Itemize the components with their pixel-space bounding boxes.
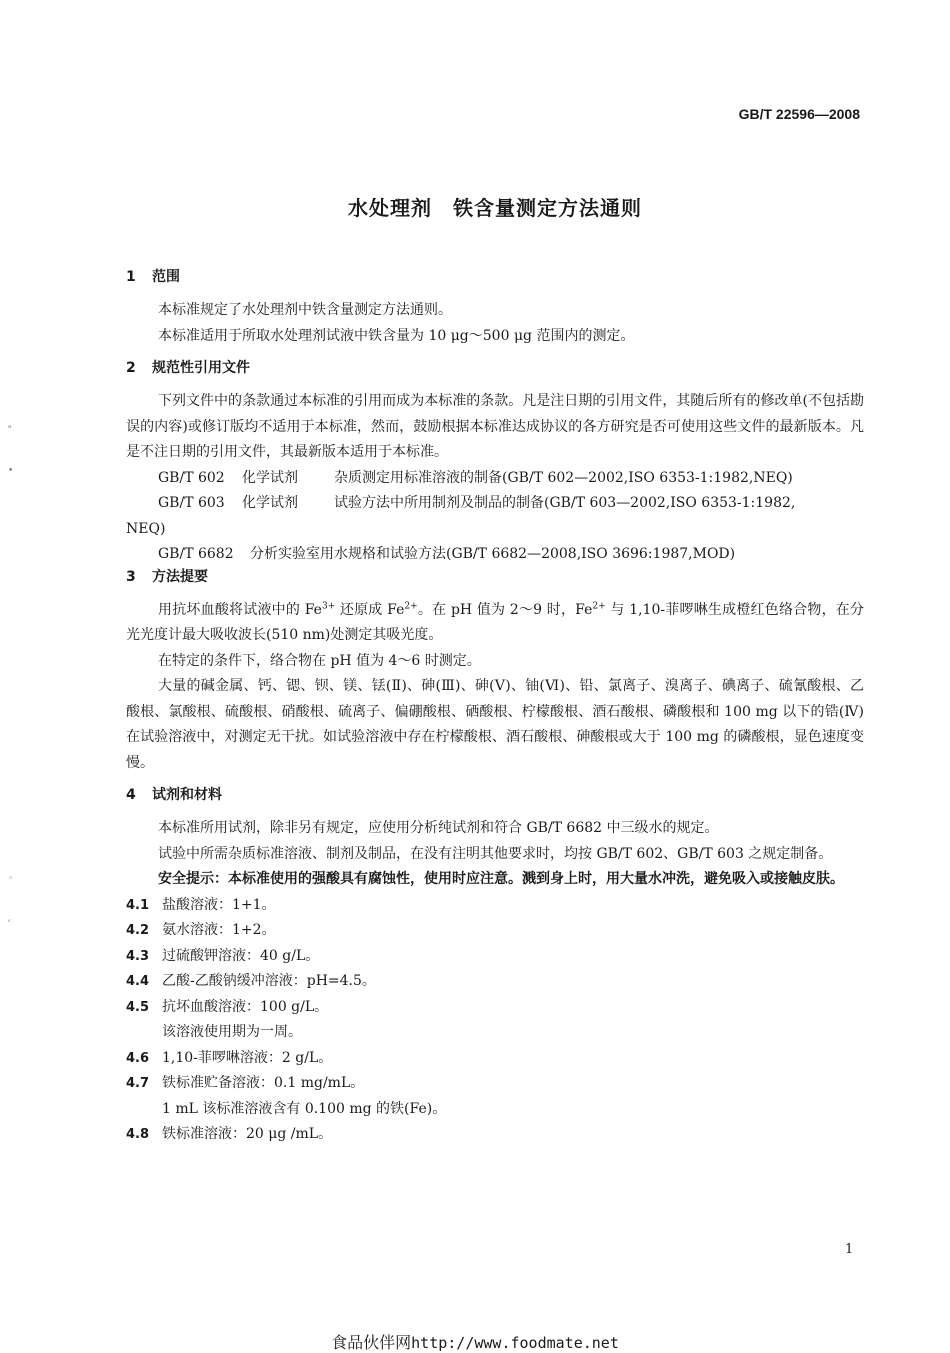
section-heading-4 xyxy=(126,786,864,804)
reference-continuation: NEQ) xyxy=(126,520,166,537)
item-text: 1,10-菲啰啉溶液：2 g/L。 xyxy=(162,1049,333,1066)
document-body xyxy=(126,268,864,1148)
reference-title: 分析实验室用水规格和试验方法(GB/T 6682—2008,ISO 3696:1987,MOD) xyxy=(250,546,736,562)
section-title: 规范性引用文件 xyxy=(152,360,250,376)
item-number: 4.6 xyxy=(126,1050,150,1066)
item-number: 4.5 xyxy=(126,999,150,1015)
item-text: 乙酸-乙酸钠缓冲溶液：pH=4.5。 xyxy=(162,973,376,989)
item-number: 4.4 xyxy=(126,974,150,989)
section-title: 范围 xyxy=(152,269,180,285)
scan-mark: ᶜ xyxy=(8,918,12,928)
reagent-item xyxy=(126,893,864,919)
section-title: 方法提要 xyxy=(152,568,208,585)
item-text: 过硫酸钾溶液：40 g/L。 xyxy=(162,947,320,964)
reference-code: GB/T 603 xyxy=(158,495,225,511)
reagent-item xyxy=(126,918,864,944)
paragraph: 用抗坏血酸将试液中的 $Fe^{3+}$ 还原成 $Fe^{2+}$。在 pH 值为 2～9 时，$Fe^{2+}$ 与 1,10-菲啰啉生成橙红色络合物，在分光光度计最大吸收波长(510 nm)处测定其吸光度。 xyxy=(126,600,864,643)
item-text: 铁标准贮备溶液：0.1 mg/mL。 xyxy=(162,1075,365,1091)
document-title: 水处理剂 铁含量测定方法通则 xyxy=(348,196,642,220)
scan-mark: ⁿ xyxy=(8,424,12,434)
item-number: 4.8 xyxy=(126,1127,150,1142)
section-number: 2 xyxy=(126,360,136,376)
paragraph: 试验中所需杂质标准溶液、制剂及制品，在没有注明其他要求时，均按 GB/T 602、GB/T 603 之规定制备。 xyxy=(158,845,833,862)
reagent-item xyxy=(126,1071,864,1097)
item-note: 该溶液使用期为一周。 xyxy=(162,1024,302,1040)
safety-warning: 安全提示：本标准使用的强酸具有腐蚀性，使用时应注意。溅到身上时，用大量水冲洗，避免吸入或接触皮肤。 xyxy=(158,871,844,887)
reference-title: 杂质测定用标准溶液的制备(GB/T 602—2002,ISO 6353-1:1982,NEQ) xyxy=(334,469,793,486)
item-number: 4.1 xyxy=(126,897,150,913)
normative-reference xyxy=(126,491,864,517)
footer-site: 食品伙伴网 xyxy=(331,1333,412,1352)
section-number: 4 xyxy=(126,787,136,803)
reagent-item xyxy=(126,969,864,995)
reference-category: 化学试剂 xyxy=(242,469,298,486)
reagent-item xyxy=(126,1046,864,1072)
reagent-item xyxy=(126,1122,864,1148)
item-text: 氨水溶液：1+2。 xyxy=(162,922,276,938)
reagent-item xyxy=(126,995,864,1021)
section-heading-1 xyxy=(126,268,864,286)
item-text: 铁标准溶液：20 μg /mL。 xyxy=(162,1126,333,1142)
reference-category: 化学试剂 xyxy=(242,495,298,511)
scan-mark: ◦ xyxy=(8,874,14,884)
item-note: 1 mL 该标准溶液含有 0.100 mg 的铁(Fe)。 xyxy=(162,1100,447,1117)
normative-reference xyxy=(126,466,864,492)
reference-title: 试验方法中所用制剂及制品的制备(GB/T 603—2002,ISO 6353-1:1982, xyxy=(334,495,796,511)
section-heading-2 xyxy=(126,359,864,377)
footer-url: http://www.foodmate.net xyxy=(411,1334,619,1352)
page-number: 1 xyxy=(845,1242,854,1257)
item-number: 4.7 xyxy=(126,1076,150,1091)
section-heading-3 xyxy=(126,568,864,586)
reference-code: GB/T 602 xyxy=(158,469,225,486)
scan-mark: • xyxy=(8,466,14,476)
item-number: 4.2 xyxy=(126,923,150,938)
item-text: 抗坏血酸溶液：100 g/L。 xyxy=(162,998,329,1015)
paragraph: 本标准所用试剂，除非另有规定，应使用分析纯试剂和符合 GB/T 6682 中三级水的规定。 xyxy=(158,820,719,836)
paragraph: 在特定的条件下，络合物在 pH 值为 4～6 时测定。 xyxy=(158,652,481,669)
paragraph: 本标准规定了水处理剂中铁含量测定方法通则。 xyxy=(158,302,452,318)
section-number: 3 xyxy=(126,568,136,585)
section-title: 试剂和材料 xyxy=(152,787,222,803)
paragraph: 下列文件中的条款通过本标准的引用而成为本标准的条款。凡是注日期的引用文件，其随后所有的修改单(不包括勘误的内容)或修订版均不适用于本标准，然而，鼓励根据本标准达成协议的各方研究是否可使用这些文件的最新版本。凡是不注日期的引用文件，其最新版本适用于本标准。 xyxy=(126,393,864,460)
reference-code: GB/T 6682 xyxy=(158,546,234,562)
reagent-item xyxy=(126,944,864,970)
item-text: 盐酸溶液：1+1。 xyxy=(162,896,276,913)
normative-reference xyxy=(126,542,864,568)
paragraph: 本标准适用于所取水处理剂试液中铁含量为 10 μg～500 μg 范围内的测定。 xyxy=(158,327,635,344)
section-number: 1 xyxy=(126,269,136,285)
item-number: 4.3 xyxy=(126,948,150,964)
paragraph: 大量的碱金属、钙、锶、钡、镁、铥(Ⅱ)、砷(Ⅲ)、砷(Ⅴ)、铀(Ⅵ)、铅、氯离子、溴离子、碘离子、硫氰酸根、乙酸根、氯酸根、硫酸根、硝酸根、硫离子、偏硼酸根、硒酸根、柠檬酸根、酒石酸根、磷酸根和 100 mg 以下的锆(Ⅳ)在试验溶液中，对测定无干扰。如试验溶液中存在柠檬酸根、酒石酸根、砷酸根或大于 100 mg 的磷酸根，显色速度变慢。 xyxy=(126,678,864,771)
footer-watermark xyxy=(0,1330,950,1353)
standard-number: GB/T 22596—2008 xyxy=(738,106,860,122)
